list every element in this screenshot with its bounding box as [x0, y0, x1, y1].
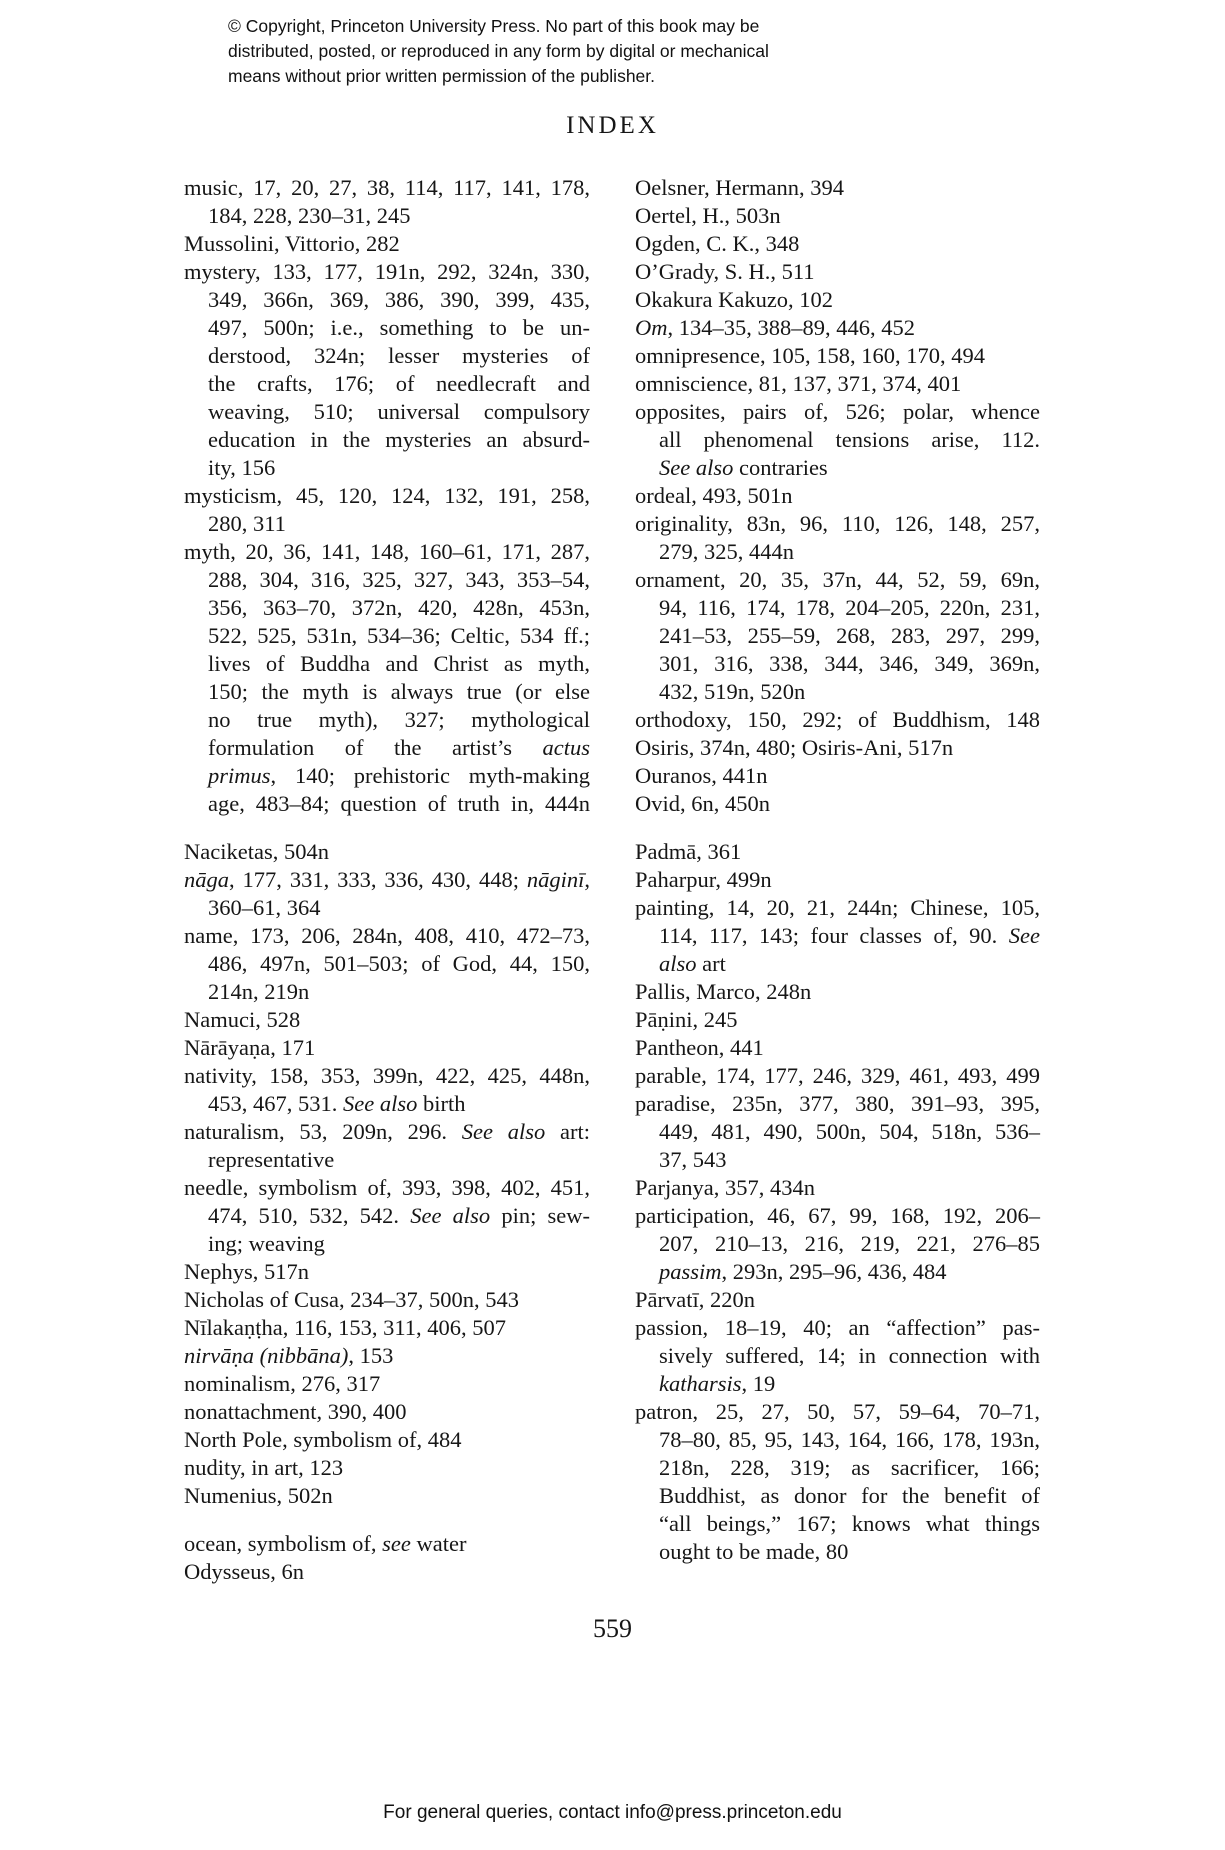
index-line-text: naturalism, 53, 209n, 296.	[184, 1119, 462, 1144]
index-line-text: ordeal, 493, 501n	[635, 483, 793, 508]
index-line	[635, 678, 1040, 706]
index-column-left	[184, 174, 590, 1586]
index-line-italic-text: nāginī	[526, 867, 585, 892]
index-line	[635, 950, 1040, 978]
index-line-text: Parjanya, 357, 434n	[635, 1175, 815, 1200]
index-line-text: paradise, 235n, 377, 380, 391–93, 395,	[635, 1091, 1040, 1116]
index-line	[184, 1530, 590, 1558]
index-line-italic-text: See also	[461, 1119, 546, 1144]
copyright-line: © Copyright, Princeton University Press. No part of this book may be	[228, 16, 760, 36]
index-line-text: sively suffered, 14; in connection with	[659, 1343, 1040, 1368]
index-line-text: 349, 366n, 369, 386, 390, 399, 435,	[208, 287, 590, 312]
index-line	[635, 1090, 1040, 1118]
index-line-text: participation, 46, 67, 99, 168, 192, 206–	[635, 1203, 1040, 1228]
index-line	[635, 370, 1040, 398]
index-line-text: contraries	[733, 455, 828, 480]
index-line	[635, 838, 1040, 866]
index-line-text: nudity, in art, 123	[184, 1455, 344, 1480]
index-line-text: formulation of the artist’s	[208, 735, 543, 760]
index-line	[184, 1202, 590, 1230]
index-line-text: weaving, 510; universal compulsory	[208, 399, 590, 424]
index-line-text: needle, symbolism of, 393, 398, 402, 451,	[184, 1175, 590, 1200]
index-line	[184, 510, 590, 538]
index-line	[635, 1314, 1040, 1342]
index-line	[184, 762, 590, 790]
index-line-text: ity, 156	[208, 455, 276, 480]
index-line-text: Ovid, 6n, 450n	[635, 791, 770, 816]
index-line	[184, 790, 590, 818]
index-line	[184, 1398, 590, 1426]
index-line-text: art:	[545, 1119, 591, 1144]
index-line-text: North Pole, symbolism of, 484	[184, 1427, 462, 1452]
index-line-text: 474, 510, 532, 542.	[208, 1203, 411, 1228]
index-line	[635, 1258, 1040, 1286]
copyright-notice	[228, 14, 769, 89]
index-line	[184, 314, 590, 342]
index-line-text: 37, 543	[659, 1147, 727, 1172]
index-line-text: Numenius, 502n	[184, 1483, 333, 1508]
index-line-text: pin; sew-	[490, 1203, 591, 1228]
index-section	[184, 838, 590, 1510]
index-line	[635, 482, 1040, 510]
index-line-text: 279, 325, 444n	[659, 539, 794, 564]
index-line-text: parable, 174, 177, 246, 329, 461, 493, 499	[635, 1063, 1040, 1088]
index-columns	[184, 174, 1040, 1586]
index-line-text: 218n, 228, 319; as sacrificer, 166;	[659, 1455, 1040, 1480]
index-line	[184, 1426, 590, 1454]
index-line-text: music, 17, 20, 27, 38, 114, 117, 141, 178,	[184, 175, 590, 200]
index-line-text: nativity, 158, 353, 399n, 422, 425, 448n,	[184, 1063, 590, 1088]
index-line-text: Nicholas of Cusa, 234–37, 500n, 543	[184, 1287, 519, 1312]
index-line	[184, 838, 590, 866]
index-line-text: 78–80, 85, 95, 143, 164, 166, 178, 193n,	[659, 1427, 1040, 1452]
index-line-text: passion, 18–19, 40; an “affection” pas-	[635, 1315, 1040, 1340]
index-line	[184, 1146, 590, 1174]
index-line	[635, 426, 1040, 454]
index-line	[184, 1370, 590, 1398]
index-line	[635, 1370, 1040, 1398]
index-line-text: nominalism, 276, 317	[184, 1371, 381, 1396]
index-section	[635, 174, 1040, 818]
page-number: 559	[593, 1614, 632, 1643]
index-line-text: , 134–35, 388–89, 446, 452	[667, 315, 915, 340]
index-line-text: the crafts, 176; of needlecraft and	[208, 371, 590, 396]
index-line-text: 522, 525, 531n, 534–36; Celtic, 534 ff.;	[208, 623, 590, 648]
index-line	[184, 1558, 590, 1586]
index-line-text: 360–61, 364	[208, 895, 321, 920]
index-line	[635, 894, 1040, 922]
index-line-text: Pārvatī, 220n	[635, 1287, 755, 1312]
index-line	[635, 1398, 1040, 1426]
index-line	[184, 866, 590, 894]
footer-contact: For general queries, contact info@press.princeton.edu	[383, 1802, 842, 1823]
index-line	[184, 370, 590, 398]
index-line-text: O’Grady, S. H., 511	[635, 259, 815, 284]
index-line-italic-text: nirvāṇa (nibbāna)	[184, 1343, 349, 1368]
index-line	[184, 426, 590, 454]
index-line-text: 150; the myth is always true (or else	[208, 679, 590, 704]
index-line-text: ought to be made, 80	[659, 1539, 849, 1564]
index-line-text: Naciketas, 504n	[184, 839, 329, 864]
index-line-text: 432, 519n, 520n	[659, 679, 806, 704]
index-line-italic-text: See also	[410, 1203, 491, 1228]
index-line	[184, 1314, 590, 1342]
index-line-italic-text: actus	[542, 735, 590, 760]
index-line	[635, 510, 1040, 538]
index-line	[184, 678, 590, 706]
index-line	[184, 538, 590, 566]
copyright-line: means without prior written permission of the publisher.	[228, 66, 656, 86]
index-line-text: mystery, 133, 177, 191n, 292, 324n, 330,	[184, 259, 590, 284]
index-line-text: ocean, symbolism of,	[184, 1531, 383, 1556]
index-line	[184, 1062, 590, 1090]
index-line-text: 453, 467, 531.	[208, 1091, 343, 1116]
index-line-text: patron, 25, 27, 50, 57, 59–64, 70–71,	[635, 1399, 1040, 1424]
index-line-text: painting, 14, 20, 21, 244n; Chinese, 105,	[635, 895, 1040, 920]
index-line-text: 94, 116, 174, 178, 204–205, 220n, 231,	[659, 595, 1040, 620]
index-line-text: Odysseus, 6n	[184, 1559, 305, 1584]
index-line	[635, 454, 1040, 482]
index-line	[184, 650, 590, 678]
index-line	[184, 202, 590, 230]
index-line-text: art	[696, 951, 726, 976]
index-line-text: derstood, 324n; lesser mysteries of	[208, 343, 590, 368]
index-line-text: Nephys, 517n	[184, 1259, 309, 1284]
index-line-text: 301, 316, 338, 344, 346, 349, 369n,	[659, 651, 1040, 676]
index-line-italic-text: passim	[659, 1259, 722, 1284]
index-line	[635, 342, 1040, 370]
index-line-text: 486, 497n, 501–503; of God, 44, 150,	[208, 951, 590, 976]
index-line-text: Paharpur, 499n	[635, 867, 772, 892]
index-line	[184, 482, 590, 510]
index-line-italic-text: katharsis	[659, 1371, 742, 1396]
page-title: INDEX	[566, 112, 659, 139]
index-line-text: 288, 304, 316, 325, 327, 343, 353–54,	[208, 567, 590, 592]
index-line-italic-text: nāga	[184, 867, 229, 892]
index-line	[635, 650, 1040, 678]
index-line-italic-text: See	[1008, 923, 1040, 948]
index-line-text: , 177, 331, 333, 336, 430, 448;	[229, 867, 527, 892]
index-line-text: birth	[417, 1091, 466, 1116]
index-line	[635, 230, 1040, 258]
index-line	[635, 538, 1040, 566]
index-line-italic-text: See also	[343, 1091, 418, 1116]
index-line-text: Pantheon, 441	[635, 1035, 764, 1060]
index-line-text: Okakura Kakuzo, 102	[635, 287, 834, 312]
index-line	[635, 286, 1040, 314]
index-line-text: water	[410, 1531, 467, 1556]
index-line	[184, 398, 590, 426]
index-line-text: , 153	[348, 1343, 394, 1368]
index-line	[635, 622, 1040, 650]
index-line	[635, 566, 1040, 594]
index-line-text: Oelsner, Hermann, 394	[635, 175, 845, 200]
index-line	[184, 594, 590, 622]
index-line	[184, 922, 590, 950]
index-line	[184, 622, 590, 650]
index-line	[635, 594, 1040, 622]
index-line-text: Pallis, Marco, 248n	[635, 979, 812, 1004]
index-line	[635, 762, 1040, 790]
index-line-text: 184, 228, 230–31, 245	[208, 203, 411, 228]
index-line-text: ing; weaving	[208, 1231, 325, 1256]
index-line-text: originality, 83n, 96, 110, 126, 148, 257,	[635, 511, 1040, 536]
index-line	[184, 1454, 590, 1482]
index-line	[184, 1258, 590, 1286]
index-line-text: nonattachment, 390, 400	[184, 1399, 407, 1424]
index-line-text: omniscience, 81, 137, 371, 374, 401	[635, 371, 962, 396]
index-line-text: ,	[584, 867, 590, 892]
index-line	[635, 922, 1040, 950]
index-line-text: Ogden, C. K., 348	[635, 231, 800, 256]
index-line	[635, 790, 1040, 818]
index-line	[184, 1286, 590, 1314]
index-line	[184, 258, 590, 286]
index-line-text: myth, 20, 36, 141, 148, 160–61, 171, 287,	[184, 539, 590, 564]
index-line	[635, 1202, 1040, 1230]
index-line	[184, 342, 590, 370]
index-column-right	[635, 174, 1040, 1586]
index-line	[635, 1342, 1040, 1370]
index-line-text: Nīlakaṇṭha, 116, 153, 311, 406, 507	[184, 1315, 507, 1340]
index-line	[635, 398, 1040, 426]
index-line	[635, 1538, 1040, 1566]
index-line-text: Mussolini, Vittorio, 282	[184, 231, 400, 256]
index-line-text: ornament, 20, 35, 37n, 44, 52, 59, 69n,	[635, 567, 1040, 592]
index-line	[184, 978, 590, 1006]
index-line-text: name, 173, 206, 284n, 408, 410, 472–73,	[184, 923, 590, 948]
index-line-text: 241–53, 255–59, 268, 283, 297, 299,	[659, 623, 1040, 648]
index-line-italic-text: also	[659, 951, 697, 976]
index-line	[184, 566, 590, 594]
index-line-text: 280, 311	[208, 511, 286, 536]
index-line-text: 214n, 219n	[208, 979, 310, 1004]
index-line-text: opposites, pairs of, 526; polar, whence	[635, 399, 1040, 424]
index-line	[184, 734, 590, 762]
index-line-italic-text: Om	[635, 315, 668, 340]
index-line	[184, 1118, 590, 1146]
index-line-text: Ouranos, 441n	[635, 763, 768, 788]
index-line-text: Pāṇini, 245	[635, 1007, 738, 1032]
index-line-text: Padmā, 361	[635, 839, 742, 864]
index-line	[184, 1006, 590, 1034]
index-line	[635, 866, 1040, 894]
index-section	[635, 838, 1040, 1566]
index-line-italic-text: See also	[659, 455, 734, 480]
index-line-text: Nārāyaṇa, 171	[184, 1035, 316, 1060]
index-line-text: mysticism, 45, 120, 124, 132, 191, 258,	[184, 483, 590, 508]
index-line	[635, 258, 1040, 286]
index-line-text: age, 483–84; question of truth in, 444n	[208, 791, 590, 816]
index-line	[184, 894, 590, 922]
index-line	[635, 706, 1040, 734]
index-line-text: Oertel, H., 503n	[635, 203, 781, 228]
index-line-text: Namuci, 528	[184, 1007, 301, 1032]
index-line-text: 114, 117, 143; four classes of, 90.	[659, 923, 1009, 948]
index-line	[635, 1174, 1040, 1202]
copyright-line: distributed, posted, or reproduced in any form by digital or mechanical	[228, 41, 769, 61]
index-line	[184, 1034, 590, 1062]
index-line	[184, 1090, 590, 1118]
index-line	[635, 978, 1040, 1006]
index-line	[184, 1174, 590, 1202]
index-line	[184, 950, 590, 978]
index-line-text: 497, 500n; i.e., something to be un-	[208, 315, 590, 340]
index-line-italic-text: see	[382, 1531, 411, 1556]
index-line-text: all phenomenal tensions arise, 112.	[659, 427, 1040, 452]
index-line	[635, 1454, 1040, 1482]
index-line	[635, 1510, 1040, 1538]
index-line	[635, 174, 1040, 202]
index-line-text: Buddhist, as donor for the benefit of	[659, 1483, 1040, 1508]
index-line	[635, 1230, 1040, 1258]
index-line-italic-text: primus	[208, 763, 271, 788]
index-line-text: education in the mysteries an absurd-	[208, 427, 590, 452]
index-line	[184, 706, 590, 734]
index-line	[184, 174, 590, 202]
index-line	[184, 454, 590, 482]
index-line-text: 356, 363–70, 372n, 420, 428n, 453n,	[208, 595, 590, 620]
index-line-text: “all beings,” 167; knows what things	[659, 1511, 1040, 1536]
index-line-text: representative	[208, 1147, 335, 1172]
index-line	[635, 1286, 1040, 1314]
index-line	[635, 1118, 1040, 1146]
index-line	[635, 1426, 1040, 1454]
index-line-text: lives of Buddha and Christ as myth,	[208, 651, 590, 676]
index-line	[184, 286, 590, 314]
index-line-text: , 19	[741, 1371, 776, 1396]
index-line	[635, 1034, 1040, 1062]
index-line	[635, 734, 1040, 762]
index-line-text: orthodoxy, 150, 292; of Buddhism, 148	[635, 707, 1040, 732]
index-line	[635, 202, 1040, 230]
index-line-text: 449, 481, 490, 500n, 504, 518n, 536–	[659, 1119, 1040, 1144]
index-section	[184, 1530, 590, 1586]
index-line	[184, 1342, 590, 1370]
index-line-text: Osiris, 374n, 480; Osiris-Ani, 517n	[635, 735, 954, 760]
index-line-text: no true myth), 327; mythological	[208, 707, 590, 732]
index-line	[635, 1006, 1040, 1034]
index-line	[635, 1062, 1040, 1090]
index-line	[184, 230, 590, 258]
index-line-text: , 140; prehistoric myth-making	[270, 763, 590, 788]
index-line	[635, 314, 1040, 342]
index-line-text: , 293n, 295–96, 436, 484	[721, 1259, 947, 1284]
index-line	[184, 1482, 590, 1510]
index-line-text: 207, 210–13, 216, 219, 221, 276–85	[659, 1231, 1040, 1256]
index-line	[635, 1482, 1040, 1510]
index-line	[635, 1146, 1040, 1174]
index-section	[184, 174, 590, 818]
index-line-text: omnipresence, 105, 158, 160, 170, 494	[635, 343, 985, 368]
index-line	[184, 1230, 590, 1258]
